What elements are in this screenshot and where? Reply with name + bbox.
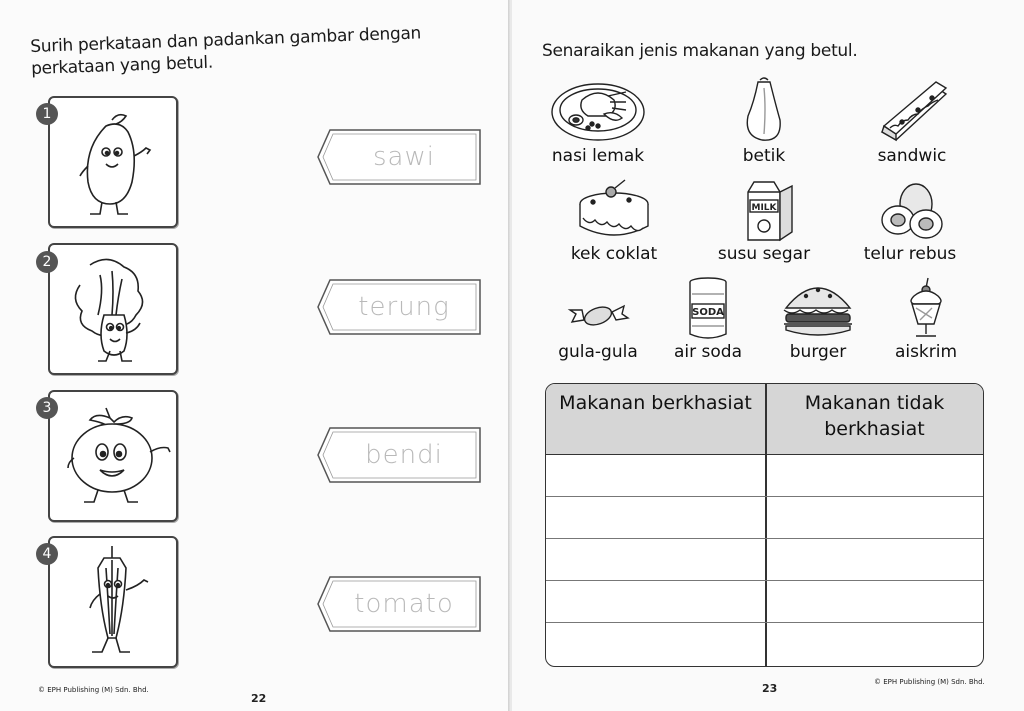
trace-word: bendi <box>365 440 443 470</box>
left-page <box>0 0 510 711</box>
header-unhealthy-food: Makanan tidak berkhasiat <box>804 392 945 440</box>
item-number-badge: 2 <box>36 251 58 273</box>
food-item-nasi-lemak <box>538 74 658 166</box>
picture-box-1 <box>48 96 178 228</box>
food-label: gula-gula <box>558 342 638 362</box>
food-item-aiskrim <box>866 276 986 362</box>
picture-box-2 <box>48 243 178 375</box>
candy-icon <box>548 276 648 340</box>
right-page <box>512 0 1024 711</box>
food-label: susu segar <box>717 244 811 264</box>
trace-word-tag-2[interactable] <box>316 278 484 336</box>
food-item-betik <box>704 74 824 166</box>
food-label: burger <box>789 342 847 362</box>
tomato-character-icon <box>50 392 176 520</box>
trace-word: terung <box>358 292 450 322</box>
food-item-telur-rebus <box>850 178 970 264</box>
eggplant-character-icon <box>50 98 176 226</box>
copyright-left: © EPH Publishing (M) Sdn. Bhd. <box>38 686 149 694</box>
table-row-line <box>546 496 983 497</box>
food-label: nasi lemak <box>551 146 645 166</box>
item-number-badge: 4 <box>36 543 58 565</box>
food-label: kek coklat <box>570 244 658 264</box>
burger-icon <box>768 276 868 340</box>
trace-word-tag-4[interactable] <box>316 575 484 633</box>
item-number-badge: 3 <box>36 397 58 419</box>
classification-table <box>545 383 984 667</box>
picture-box-4 <box>48 536 178 668</box>
food-label: aiskrim <box>894 342 958 362</box>
item-number-badge: 1 <box>36 103 58 125</box>
header-healthy-food: Makanan berkhasiat <box>559 392 752 414</box>
food-item-susu-segar <box>704 178 824 264</box>
food-label: telur rebus <box>863 244 957 264</box>
food-item-sandwic <box>852 74 972 166</box>
food-item-gula-gula <box>538 276 658 362</box>
chocolate-cake-icon <box>569 178 659 242</box>
table-row-line <box>546 622 983 623</box>
table-row-line <box>546 580 983 581</box>
carton-text: MILK <box>751 203 777 213</box>
trace-word: tomato <box>354 589 454 619</box>
food-item-air-soda <box>648 276 768 362</box>
papaya-icon <box>714 74 814 144</box>
ice-cream-sundae-icon <box>876 276 976 340</box>
food-label: sandwic <box>877 146 947 166</box>
boiled-eggs-icon <box>860 178 960 242</box>
food-label: air soda <box>674 342 742 362</box>
column-divider <box>765 384 767 666</box>
food-item-burger <box>758 276 878 362</box>
nasi-lemak-plate-icon <box>548 74 648 144</box>
page-number-left: 22 <box>251 692 267 705</box>
trace-word-tag-3[interactable] <box>316 426 484 484</box>
mustard-greens-character-icon <box>50 245 176 373</box>
table-row-line <box>546 538 983 539</box>
copyright-right: © EPH Publishing (M) Sdn. Bhd. <box>874 678 985 686</box>
food-item-kek-coklat <box>554 178 674 264</box>
left-instruction: Surih perkataan dan padankan gambar dengan perkataan yang betul. <box>30 23 422 79</box>
trace-word: sawi <box>373 142 435 172</box>
food-label: betik <box>742 146 786 166</box>
picture-box-3 <box>48 390 178 522</box>
page-number-right: 23 <box>762 682 778 695</box>
trace-word-tag-1[interactable] <box>316 128 484 186</box>
soda-can-icon <box>658 276 758 340</box>
okra-character-icon <box>50 538 176 666</box>
milk-carton-icon <box>714 178 814 242</box>
can-text: SODA <box>692 307 724 318</box>
right-instruction: Senaraikan jenis makanan yang betul. <box>542 41 858 61</box>
sandwich-icon <box>862 74 962 144</box>
